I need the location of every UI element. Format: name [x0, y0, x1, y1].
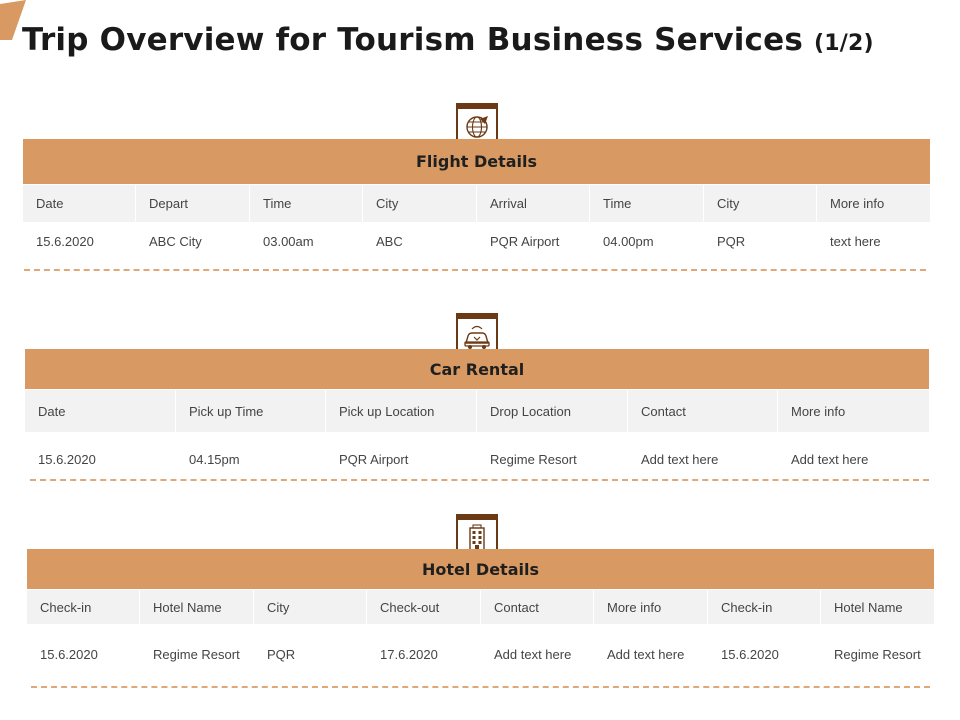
hotel-header-cell: More info: [594, 590, 708, 624]
car-header-cell: More info: [791, 403, 846, 419]
page-title-part: (1/2): [814, 31, 874, 56]
hotel-data-cell: PQR: [267, 646, 296, 662]
car-data-cell: Add text here: [791, 451, 869, 467]
hotel-data-cell: Add text here: [494, 646, 572, 662]
flight-data-cell: PQR Airport: [490, 234, 560, 249]
car-header-cell: Pick up Time: [176, 390, 326, 432]
hotel-data-cell: 15.6.2020: [721, 646, 779, 662]
car-header-cell: Drop Location: [477, 390, 628, 432]
page-title-text: Trip Overview for Tourism Business Services: [22, 22, 804, 58]
hotel-details-heading: Hotel Details: [421, 559, 539, 579]
hotel-header-cell: Check-in: [27, 590, 140, 624]
flight-data-cell: 15.6.2020: [36, 234, 94, 249]
car-data-cell: 15.6.2020: [38, 451, 96, 467]
hotel-data-cell: 17.6.2020: [380, 646, 438, 662]
hotel-header-cell: Contact: [481, 590, 594, 624]
car-section-divider: [30, 479, 929, 481]
flight-data-cell: 04.00pm: [603, 234, 654, 249]
flight-data-row: [23, 223, 930, 260]
flight-header-row: [23, 185, 930, 222]
hotel-data-cell: Regime Resort: [153, 646, 240, 662]
car-data-row: [25, 438, 929, 480]
car-data-cell: 04.15pm: [189, 451, 240, 467]
car-data-cell: PQR Airport: [339, 451, 409, 467]
flight-header-cell: Depart: [136, 185, 250, 222]
flight-header-cell: City: [363, 185, 477, 222]
flight-header-cell: City: [704, 185, 817, 222]
hotel-header-cell: Check-out: [367, 590, 481, 624]
flight-details-band: [23, 139, 930, 184]
flight-data-cell: text here: [830, 234, 881, 249]
flight-header-cell: Time: [590, 185, 704, 222]
flight-header-cell: Arrival: [477, 185, 590, 222]
car-rental-band: [25, 349, 929, 389]
flight-header-cell: More info: [830, 196, 885, 211]
hotel-header-cell: Hotel Name: [140, 590, 254, 624]
car-data-cell: Add text here: [641, 451, 719, 467]
hotel-header-row: [27, 590, 934, 624]
hotel-section-divider: [31, 686, 930, 688]
hotel-header-cell: City: [254, 590, 367, 624]
car-header-cell: Contact: [628, 390, 778, 432]
flight-data-cell: PQR: [717, 234, 746, 249]
hotel-data-cell: Add text here: [607, 646, 685, 662]
hotel-details-band: [27, 549, 934, 589]
car-header-cell: Date: [25, 390, 176, 432]
flight-data-cell: ABC: [376, 234, 403, 249]
page-title: [22, 22, 874, 58]
flight-header-cell: Time: [250, 185, 363, 222]
hotel-header-cell: Hotel Name: [834, 599, 903, 615]
flight-header-cell: Date: [23, 185, 136, 222]
car-rental-heading: Car Rental: [429, 359, 525, 379]
car-header-row: [25, 390, 929, 432]
flight-data-cell: 03.00am: [263, 234, 314, 249]
car-header-cell: Pick up Location: [326, 390, 477, 432]
flight-data-cell: ABC City: [149, 234, 202, 249]
car-data-cell: Regime Resort: [490, 451, 577, 467]
hotel-data-cell: Regime Resort: [834, 646, 921, 662]
hotel-data-row: [27, 636, 934, 672]
hotel-data-cell: 15.6.2020: [40, 646, 98, 662]
flight-section-divider: [24, 269, 926, 271]
flight-details-heading: Flight Details: [415, 152, 538, 171]
hotel-header-cell: Check-in: [708, 590, 821, 624]
